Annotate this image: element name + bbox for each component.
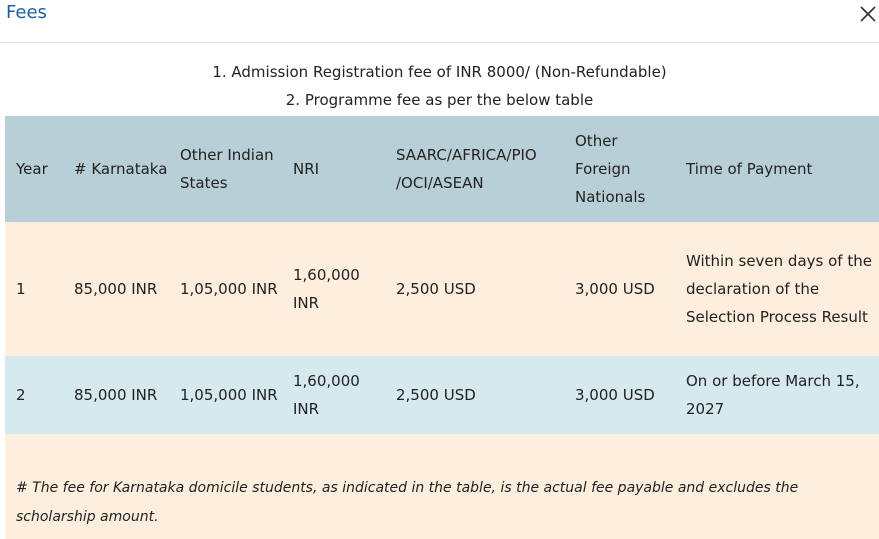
header-saarc: SAARC/AFRICA/PIO /OCI/ASEAN: [396, 146, 537, 192]
fees-table: [5, 116, 879, 434]
table-row: [5, 222, 879, 356]
cell-karnataka: 85,000 INR: [74, 280, 158, 298]
cell-other-indian-states: 1,05,000 INR: [180, 386, 278, 404]
dialog-title: Fees: [6, 2, 47, 23]
header-other-indian-states: Other Indian States: [180, 146, 274, 192]
header-year: Year: [16, 160, 48, 178]
footnote-box: [5, 434, 879, 539]
cell-year: 1: [16, 280, 26, 298]
table-header-row: [5, 116, 879, 222]
cell-year: 2: [16, 386, 26, 404]
intro-registration-fee: 1. Admission Registration fee of INR 8000/ (Non-Refundable): [212, 63, 667, 81]
footnote-text: # The fee for Karnataka domicile students, as indicated in the table, is the actual fee payable and excludes the scholarship amount.: [16, 480, 799, 525]
header-nri: NRI: [293, 160, 320, 178]
cell-other-indian-states: 1,05,000 INR: [180, 280, 278, 298]
intro-programme-fee: 2. Programme fee as per the below table: [285, 91, 594, 109]
header-foreign-nationals: Other Foreign Nationals: [575, 132, 646, 206]
dialog-header: [0, 0, 879, 43]
table-row: [5, 356, 879, 434]
close-button[interactable]: [858, 4, 878, 24]
cell-saarc: 2,500 USD: [396, 280, 476, 298]
close-icon: [858, 4, 878, 24]
cell-nri: 1,60,000 INR: [293, 266, 360, 312]
cell-saarc: 2,500 USD: [396, 386, 476, 404]
cell-time-of-payment: On or before March 15, 2027: [686, 372, 860, 418]
cell-nri: 1,60,000 INR: [293, 372, 360, 418]
cell-foreign-nationals: 3,000 USD: [575, 280, 655, 298]
header-karnataka: # Karnataka: [74, 160, 168, 178]
header-time-of-payment: Time of Payment: [686, 160, 813, 178]
cell-karnataka: 85,000 INR: [74, 386, 158, 404]
cell-time-of-payment: Within seven days of the declaration of the Selection Process Result: [686, 252, 872, 326]
cell-foreign-nationals: 3,000 USD: [575, 386, 655, 404]
